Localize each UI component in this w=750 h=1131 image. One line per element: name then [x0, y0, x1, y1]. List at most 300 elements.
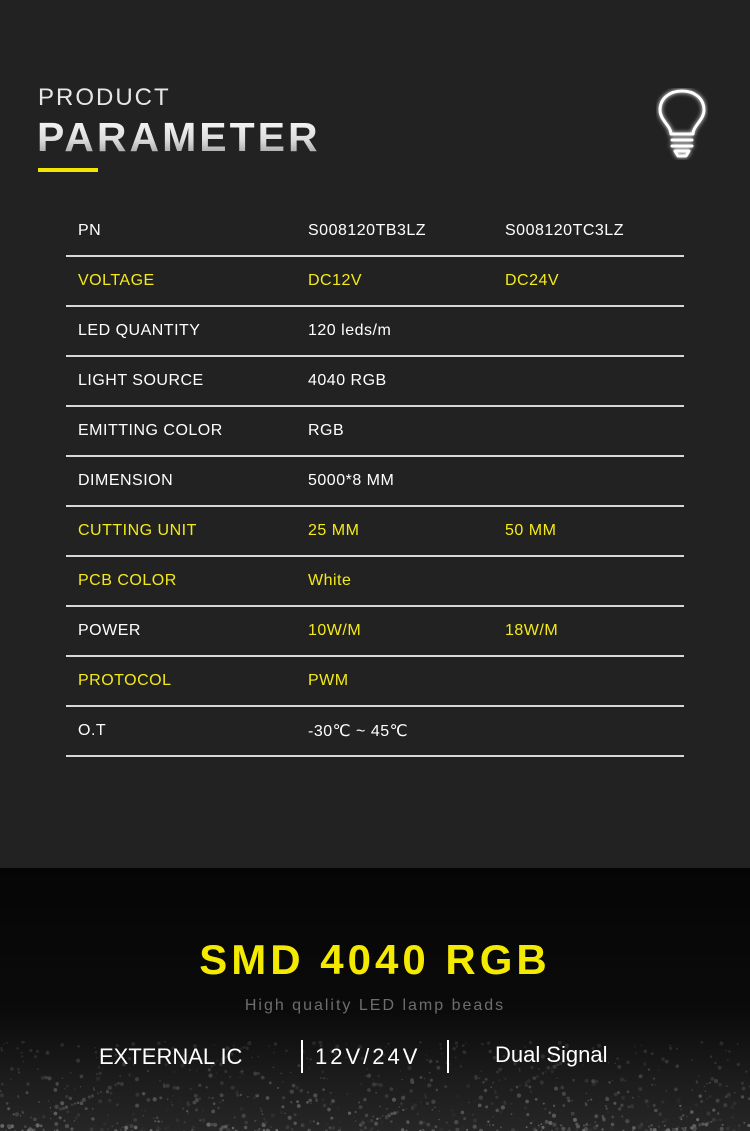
gravel-grain — [234, 1117, 236, 1119]
gravel-grain — [146, 1098, 150, 1102]
gravel-grain — [59, 1116, 62, 1119]
gravel-grain — [482, 1081, 485, 1084]
gravel-grain — [673, 1129, 675, 1131]
gravel-grain — [54, 1105, 58, 1109]
gravel-grain — [330, 1092, 331, 1093]
gravel-grain — [50, 1107, 52, 1109]
gravel-grain — [680, 1109, 682, 1111]
table-row — [66, 506, 684, 556]
gravel-grain — [539, 1127, 541, 1129]
gravel-grain — [313, 1093, 317, 1097]
gravel-grain — [611, 1123, 615, 1127]
gravel-grain — [487, 1120, 489, 1122]
row-value-2: DC24V — [505, 256, 684, 306]
row-label: LIGHT SOURCE — [66, 356, 308, 406]
gravel-grain — [592, 1083, 596, 1087]
gravel-grain — [206, 1123, 210, 1127]
gravel-grain — [536, 1075, 539, 1078]
gravel-grain — [654, 1109, 658, 1113]
gravel-grain — [494, 1090, 496, 1092]
gravel-grain — [128, 1073, 131, 1076]
row-label: PN — [66, 206, 308, 256]
gravel-grain — [591, 1079, 595, 1083]
gravel-grain — [436, 1066, 440, 1070]
gravel-grain — [36, 1050, 39, 1053]
gravel-grain — [691, 1059, 693, 1061]
gravel-grain — [55, 1082, 58, 1085]
gravel-grain — [726, 1127, 730, 1131]
gravel-grain — [210, 1123, 213, 1126]
gravel-grain — [393, 1111, 397, 1115]
gravel-grain — [719, 1041, 723, 1045]
gravel-grain — [280, 1111, 283, 1114]
gravel-grain — [239, 1077, 240, 1078]
gravel-grain — [612, 1080, 614, 1082]
gravel-grain — [141, 1109, 143, 1111]
gravel-grain — [560, 1086, 564, 1090]
gravel-grain — [429, 1072, 431, 1074]
gravel-grain — [529, 1090, 532, 1093]
gravel-grain — [385, 1115, 386, 1116]
gravel-grain — [66, 1085, 69, 1088]
gravel-grain — [17, 1068, 20, 1071]
gravel-grain — [241, 1072, 244, 1075]
row-value-1: 10W/M — [308, 606, 505, 656]
row-value-1: 4040 RGB — [308, 356, 505, 406]
gravel-grain — [62, 1106, 66, 1110]
gravel-grain — [552, 1123, 556, 1127]
gravel-grain — [492, 1082, 494, 1084]
gravel-grain — [425, 1095, 427, 1097]
gravel-grain — [382, 1115, 383, 1116]
banner-title: SMD 4040 RGB — [199, 936, 551, 983]
gravel-grain — [468, 1102, 470, 1104]
row-value-1: S008120TB3LZ — [308, 206, 505, 256]
gravel-grain — [540, 1123, 542, 1125]
gravel-grain — [36, 1123, 40, 1127]
gravel-grain — [97, 1092, 99, 1094]
gravel-grain — [621, 1096, 625, 1100]
gravel-grain — [273, 1052, 275, 1054]
gravel-grain — [282, 1081, 284, 1083]
gravel-grain — [251, 1057, 253, 1059]
gravel-grain — [478, 1077, 480, 1079]
gravel-grain — [281, 1105, 284, 1108]
gravel-grain — [602, 1129, 604, 1131]
gravel-grain — [526, 1079, 530, 1083]
gravel-grain — [723, 1103, 727, 1107]
gravel-grain — [498, 1079, 500, 1081]
gravel-grain — [625, 1119, 629, 1123]
gravel-grain — [216, 1072, 217, 1073]
gravel-grain — [585, 1123, 588, 1126]
gravel-grain — [270, 1126, 273, 1129]
gravel-grain — [626, 1061, 630, 1065]
gravel-grain — [696, 1118, 699, 1121]
gravel-grain — [374, 1122, 378, 1126]
gravel-grain — [172, 1104, 174, 1106]
gravel-grain — [446, 1122, 448, 1124]
gravel-grain — [526, 1113, 529, 1116]
gravel-grain — [487, 1042, 490, 1045]
gravel-grain — [704, 1123, 708, 1127]
gravel-grain — [725, 1095, 728, 1098]
gravel-grain — [264, 1121, 267, 1124]
gravel-grain — [65, 1095, 68, 1098]
gravel-grain — [553, 1105, 555, 1107]
gravel-grain — [545, 1120, 549, 1124]
gravel-grain — [367, 1074, 371, 1078]
gravel-grain — [143, 1115, 145, 1117]
gravel-grain — [291, 1128, 293, 1130]
gravel-grain — [392, 1098, 396, 1102]
gravel-grain — [439, 1043, 441, 1045]
gravel-grain — [1, 1125, 2, 1126]
gravel-grain — [424, 1078, 425, 1079]
gravel-grain — [379, 1106, 380, 1107]
gravel-grain — [375, 1092, 377, 1094]
row-value-2 — [505, 456, 684, 506]
gravel-grain — [495, 1096, 498, 1099]
gravel-grain — [285, 1050, 288, 1053]
gravel-grain — [365, 1075, 367, 1077]
gravel-grain — [282, 1096, 285, 1099]
feature-banner — [0, 868, 750, 1131]
gravel-grain — [586, 1093, 588, 1095]
gravel-grain — [65, 1124, 69, 1128]
table-row — [66, 606, 684, 656]
gravel-grain — [327, 1108, 331, 1112]
gravel-grain — [82, 1098, 86, 1102]
gravel-grain — [717, 1119, 718, 1120]
row-label: DIMENSION — [66, 456, 308, 506]
gravel-grain — [658, 1069, 659, 1070]
gravel-grain — [492, 1124, 494, 1126]
gravel-grain — [27, 1125, 28, 1126]
gravel-grain — [376, 1083, 379, 1086]
gravel-grain — [242, 1046, 245, 1049]
gravel-grain — [457, 1095, 459, 1097]
gravel-grain — [398, 1106, 400, 1108]
gravel-grain — [269, 1045, 271, 1047]
gravel-grain — [320, 1077, 322, 1079]
gravel-grain — [737, 1043, 739, 1045]
gravel-grain — [676, 1098, 680, 1102]
gravel-grain — [417, 1113, 418, 1114]
gravel-grain — [704, 1086, 705, 1087]
gravel-grain — [666, 1090, 668, 1092]
gravel-grain — [144, 1109, 147, 1112]
gravel-grain — [289, 1109, 291, 1111]
gravel-grain — [661, 1057, 665, 1061]
gravel-grain — [525, 1084, 529, 1088]
gravel-grain — [567, 1099, 570, 1102]
gravel-grain — [0, 1124, 4, 1128]
gravel-grain — [717, 1112, 719, 1114]
gravel-grain — [42, 1115, 45, 1118]
gravel-grain — [409, 1089, 412, 1092]
gravel-grain — [135, 1093, 139, 1097]
gravel-grain — [176, 1086, 180, 1090]
gravel-grain — [436, 1090, 438, 1092]
gravel-grain — [650, 1124, 653, 1127]
gravel-grain — [681, 1127, 684, 1130]
gravel-grain — [164, 1127, 166, 1129]
gravel-grain — [13, 1113, 15, 1115]
gravel-grain — [130, 1124, 134, 1128]
gravel-grain — [594, 1121, 596, 1123]
gravel-grain — [195, 1108, 198, 1111]
gravel-grain — [638, 1096, 640, 1098]
gravel-grain — [38, 1101, 40, 1103]
gravel-grain — [46, 1051, 50, 1055]
gravel-grain — [263, 1117, 265, 1119]
gravel-grain — [20, 1051, 22, 1053]
gravel-grain — [91, 1094, 94, 1097]
gravel-grain — [93, 1087, 94, 1088]
gravel-grain — [7, 1107, 10, 1110]
gravel-grain — [402, 1109, 404, 1111]
gravel-grain — [388, 1114, 391, 1117]
row-value-1: PWM — [308, 656, 505, 706]
gravel-grain — [201, 1118, 205, 1122]
gravel-grain — [76, 1058, 80, 1062]
gravel-grain — [277, 1087, 279, 1089]
gravel-grain — [401, 1079, 403, 1081]
row-value-1: 5000*8 MM — [308, 456, 505, 506]
gravel-grain — [157, 1126, 160, 1129]
gravel-grain — [116, 1103, 119, 1106]
gravel-grain — [686, 1116, 688, 1118]
gravel-grain — [102, 1095, 103, 1096]
gravel-grain — [1, 1049, 4, 1052]
gravel-grain — [294, 1122, 297, 1125]
gravel-grain — [679, 1105, 681, 1107]
gravel-grain — [199, 1119, 201, 1121]
gravel-grain — [322, 1088, 325, 1091]
gravel-grain — [15, 1112, 19, 1116]
gravel-grain — [741, 1095, 744, 1098]
feature-voltage: 12V/24V — [315, 1044, 421, 1069]
gravel-grain — [10, 1079, 12, 1081]
gravel-grain — [634, 1046, 636, 1048]
gravel-grain — [266, 1096, 270, 1100]
gravel-grain — [232, 1127, 235, 1130]
gravel-grain — [18, 1071, 20, 1073]
gravel-grain — [308, 1067, 309, 1068]
gravel-grain — [295, 1086, 299, 1090]
gravel-grain — [548, 1121, 552, 1125]
row-label: VOLTAGE — [66, 256, 308, 306]
gravel-grain — [134, 1126, 138, 1130]
gravel-grain — [290, 1090, 294, 1094]
gravel-grain — [441, 1053, 442, 1054]
gravel-grain — [700, 1100, 703, 1103]
gravel-grain — [621, 1115, 623, 1117]
gravel-grain — [742, 1087, 746, 1091]
gravel-grain — [429, 1059, 433, 1063]
gravel-grain — [664, 1125, 666, 1127]
gravel-grain — [331, 1099, 335, 1103]
gravel-grain — [219, 1127, 223, 1131]
gravel-grain — [481, 1043, 484, 1046]
gravel-grain — [135, 1104, 139, 1108]
gravel-grain — [348, 1112, 351, 1115]
gravel-grain — [444, 1085, 447, 1088]
gravel-grain — [166, 1109, 168, 1111]
gravel-grain — [426, 1055, 427, 1056]
gravel-grain — [606, 1108, 608, 1110]
gravel-grain — [556, 1077, 558, 1079]
gravel-grain — [543, 1103, 545, 1105]
gravel-grain — [253, 1096, 256, 1099]
gravel-grain — [60, 1043, 64, 1047]
gravel-grain — [309, 1058, 311, 1060]
gravel-grain — [662, 1101, 665, 1104]
row-value-1: RGB — [308, 406, 505, 456]
gravel-grain — [551, 1070, 554, 1073]
gravel-grain — [698, 1094, 702, 1098]
gravel-grain — [538, 1125, 540, 1127]
gravel-grain — [224, 1070, 227, 1073]
table-row — [66, 656, 684, 706]
gravel-grain — [173, 1086, 177, 1090]
gravel-grain — [309, 1120, 312, 1123]
gravel-grain — [496, 1071, 499, 1074]
gravel-grain — [728, 1050, 731, 1053]
gravel-grain — [60, 1101, 64, 1105]
gravel-grain — [156, 1116, 159, 1119]
gravel-grain — [66, 1110, 69, 1113]
gravel-grain — [639, 1074, 643, 1078]
gravel-grain — [710, 1077, 714, 1081]
gravel-grain — [684, 1127, 686, 1129]
gravel-grain — [51, 1111, 53, 1113]
gravel-grain — [262, 1113, 263, 1114]
gravel-grain — [552, 1114, 556, 1118]
gravel-grain — [107, 1129, 109, 1131]
gravel-grain — [159, 1080, 161, 1082]
gravel-grain — [80, 1075, 84, 1079]
row-value-1: -30℃ ~ 45℃ — [308, 706, 505, 756]
gravel-grain — [494, 1091, 497, 1094]
gravel-grain — [478, 1104, 482, 1108]
gravel-grain — [704, 1120, 706, 1122]
gravel-grain — [75, 1116, 79, 1120]
gravel-grain — [627, 1106, 630, 1109]
gravel-grain — [287, 1089, 288, 1090]
gravel-grain — [748, 1118, 749, 1119]
row-value-2 — [505, 406, 684, 456]
gravel-grain — [385, 1094, 389, 1098]
gravel-grain — [141, 1127, 143, 1129]
gravel-grain — [516, 1086, 519, 1089]
gravel-grain — [486, 1124, 488, 1126]
gravel-grain — [256, 1094, 258, 1096]
gravel-grain — [367, 1120, 371, 1124]
gravel-grain — [117, 1123, 119, 1125]
gravel-grain — [190, 1088, 193, 1091]
row-label: PROTOCOL — [66, 656, 308, 706]
gravel-grain — [485, 1078, 488, 1081]
gravel-grain — [227, 1124, 228, 1125]
gravel-grain — [533, 1076, 537, 1080]
gravel-grain — [161, 1121, 163, 1123]
gravel-grain — [163, 1083, 165, 1085]
gravel-grain — [561, 1110, 563, 1112]
gravel-grain — [271, 1114, 275, 1118]
gravel-grain — [669, 1047, 672, 1050]
gravel-grain — [456, 1045, 458, 1047]
gravel-grain — [376, 1118, 379, 1121]
gravel-grain — [618, 1107, 621, 1110]
gravel-grain — [186, 1110, 188, 1112]
gravel-grain — [562, 1092, 566, 1096]
gravel-grain — [114, 1083, 117, 1086]
gravel-grain — [54, 1122, 58, 1126]
gravel-grain — [7, 1124, 11, 1128]
gravel-grain — [430, 1079, 433, 1082]
feature-external-ic: EXTERNAL IC — [99, 1044, 243, 1069]
gravel-grain — [355, 1111, 357, 1113]
gravel-grain — [465, 1042, 466, 1043]
gravel-grain — [586, 1079, 587, 1080]
gravel-grain — [327, 1123, 329, 1125]
table-row — [66, 706, 684, 756]
gravel-grain — [439, 1110, 441, 1112]
gravel-grain — [726, 1085, 728, 1087]
gravel-grain — [614, 1063, 616, 1065]
gravel-grain — [220, 1081, 224, 1085]
gravel-grain — [448, 1126, 450, 1128]
gravel-grain — [93, 1089, 95, 1091]
gravel-grain — [549, 1111, 552, 1114]
gravel-grain — [503, 1102, 506, 1105]
gravel-grain — [420, 1101, 422, 1103]
gravel-grain — [22, 1111, 24, 1113]
gravel-grain — [5, 1085, 6, 1086]
gravel-grain — [426, 1102, 429, 1105]
gravel-grain — [423, 1121, 426, 1124]
gravel-grain — [525, 1082, 526, 1083]
gravel-grain — [632, 1126, 636, 1130]
gravel-grain — [313, 1120, 315, 1122]
gravel-grain — [286, 1125, 290, 1129]
gravel-grain — [479, 1096, 483, 1100]
gravel-grain — [714, 1079, 718, 1083]
gravel-grain — [678, 1126, 680, 1128]
gravel-grain — [236, 1121, 238, 1123]
gravel-grain — [517, 1093, 521, 1097]
gravel-grain — [651, 1084, 653, 1086]
gravel-grain — [727, 1093, 731, 1097]
gravel-grain — [261, 1076, 265, 1080]
gravel-grain — [107, 1115, 109, 1117]
gravel-grain — [676, 1064, 679, 1067]
gravel-grain — [698, 1076, 699, 1077]
gravel-grain — [690, 1107, 692, 1109]
gravel-grain — [41, 1076, 45, 1080]
row-label: LED QUANTITY — [66, 306, 308, 356]
gravel-grain — [555, 1127, 559, 1131]
section-title-small: PRODUCT — [38, 84, 171, 111]
gravel-grain — [554, 1087, 558, 1091]
gravel-grain — [364, 1126, 367, 1129]
gravel-grain — [163, 1085, 166, 1088]
gravel-grain — [510, 1102, 512, 1104]
gravel-grain — [475, 1101, 476, 1102]
gravel-grain — [665, 1060, 669, 1064]
